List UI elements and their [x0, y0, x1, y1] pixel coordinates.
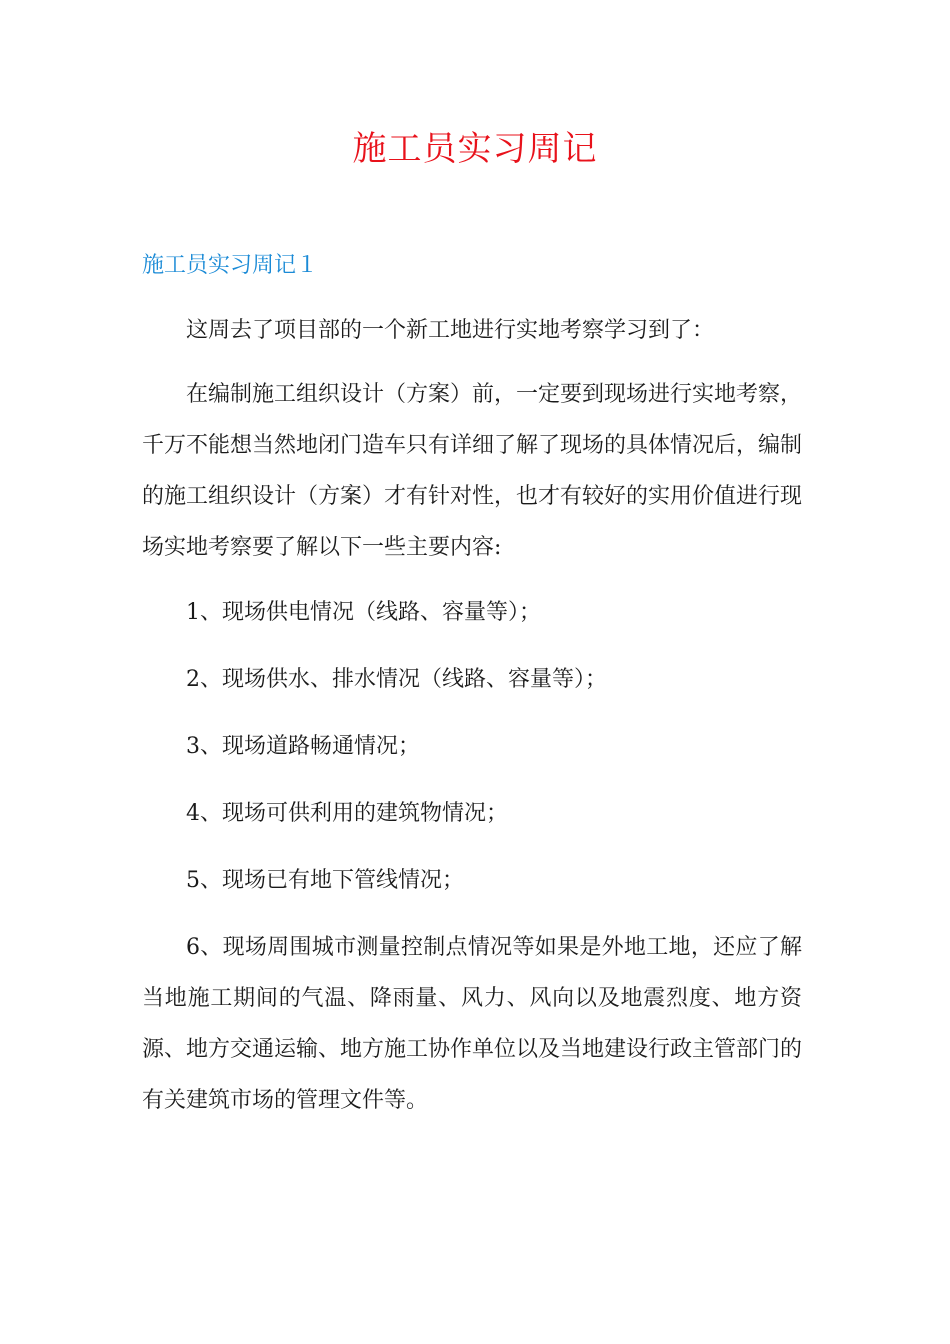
document-title: 施工员实习周记	[352, 129, 598, 169]
list-item-roads: 3、现场道路畅通情况；	[186, 734, 420, 759]
list-item-pipelines: 5、现场已有地下管线情况；	[186, 868, 464, 893]
list-item-buildings: 4、现场可供利用的建筑物情况；	[186, 801, 508, 826]
paragraph-site-survey: 在编制施工组织设计（方案）前，一定要到现场进行实地考察，千万不能想当然地闭门造车只有详细了解了现场的具体情况后，编制的施工组织设计（方案）才有针对性，也才有较好的实用价值进行现场实地考察要了解以下一些主要内容:	[142, 382, 803, 560]
paragraph-intro: 这周去了项目部的一个新工地进行实地考察学习到了：	[186, 318, 715, 343]
list-item-water-supply: 2、现场供水、排水情况（线路、容量等）；	[186, 667, 607, 692]
section-heading: 施工员实习周记１	[142, 253, 319, 278]
list-item-power-supply: 1、现场供电情况（线路、容量等）；	[186, 600, 541, 625]
list-item-survey-points: 6、现场周围城市测量控制点情况等如果是外地工地，还应了解当地施工期间的气温、降雨量、风力、风向以及地震烈度、地方资源、地方交通运输、地方施工协作单位以及当地建设行政主管部门的有关建筑市场的管理文件等。	[142, 935, 803, 1113]
